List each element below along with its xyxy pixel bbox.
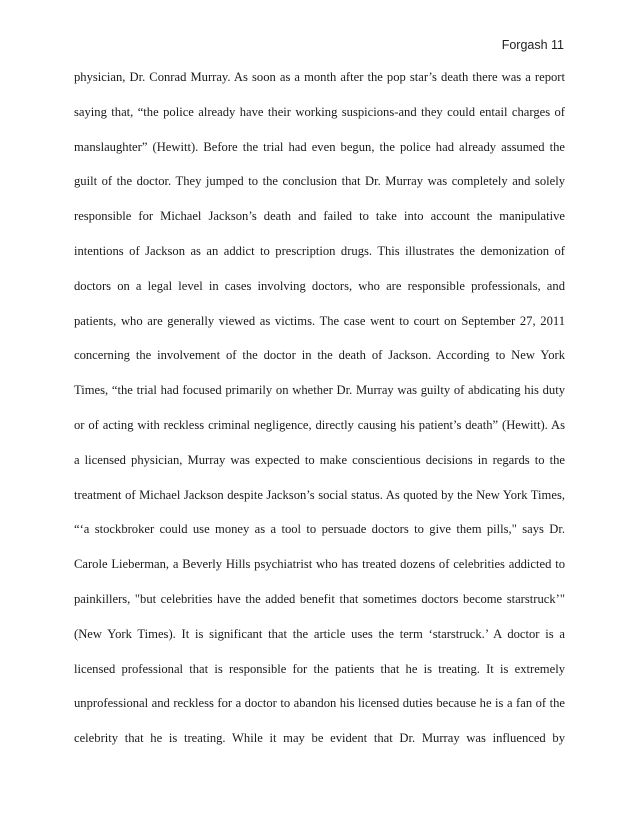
text-line: “‘a stockbroker could use money as a tool to persuade doctors to give them pills," says Dr. [74, 522, 565, 537]
text-line: manslaughter” (Hewitt). Before the trial had even begun, the police had already assumed the [74, 139, 565, 154]
text-line: unprofessional and reckless for a doctor to abandon his licensed duties because he is a fan of the [74, 696, 565, 711]
text-line: Times, “the trial had focused primarily on whether Dr. Murray was guilty of abdicating his duty [74, 383, 565, 398]
running-head: Forgash 11 [501, 38, 564, 52]
text-line: painkillers, "but celebrities have the added benefit that sometimes doctors become starstruck’" [74, 591, 565, 606]
text-line: patients, who are generally viewed as victims. The case went to court on September 27, 2011 [74, 313, 565, 328]
text-line: physician, Dr. Conrad Murray. As soon as a month after the pop star’s death there was a report [74, 70, 565, 84]
text-line: (New York Times). It is significant that the article uses the term ‘starstruck.’ A doctor is a [74, 626, 565, 641]
text-line: doctors on a legal level in cases involving doctors, who are responsible professionals, and [74, 278, 565, 293]
text-line: celebrity that he is treating. While it may be evident that Dr. Murray was influenced by [74, 731, 565, 746]
text-line: responsible for Michael Jackson’s death and failed to take into account the manipulative [74, 209, 565, 224]
text-line: guilt of the doctor. They jumped to the conclusion that Dr. Murray was completely and solely [74, 174, 565, 189]
text-line: intentions of Jackson as an addict to prescription drugs. This illustrates the demonization of [74, 243, 565, 258]
text-line: concerning the involvement of the doctor in the death of Jackson. According to New York [74, 348, 565, 363]
text-line: a licensed physician, Murray was expected to make conscientious decisions in regards to the [74, 452, 565, 467]
text-line: or of acting with reckless criminal negligence, directly causing his patient’s death” (Hewitt). As [74, 417, 565, 432]
text-line: licensed professional that is responsible for the patients that he is treating. It is extremely [74, 661, 565, 676]
text-line: Carole Lieberman, a Beverly Hills psychiatrist who has treated dozens of celebrities addicted to [74, 557, 565, 572]
body-text [74, 69, 565, 765]
text-line: saying that, “the police already have their working suspicions-and they could entail charges of [74, 104, 565, 119]
text-line: treatment of Michael Jackson despite Jackson’s social status. As quoted by the New York Times, [74, 487, 565, 502]
